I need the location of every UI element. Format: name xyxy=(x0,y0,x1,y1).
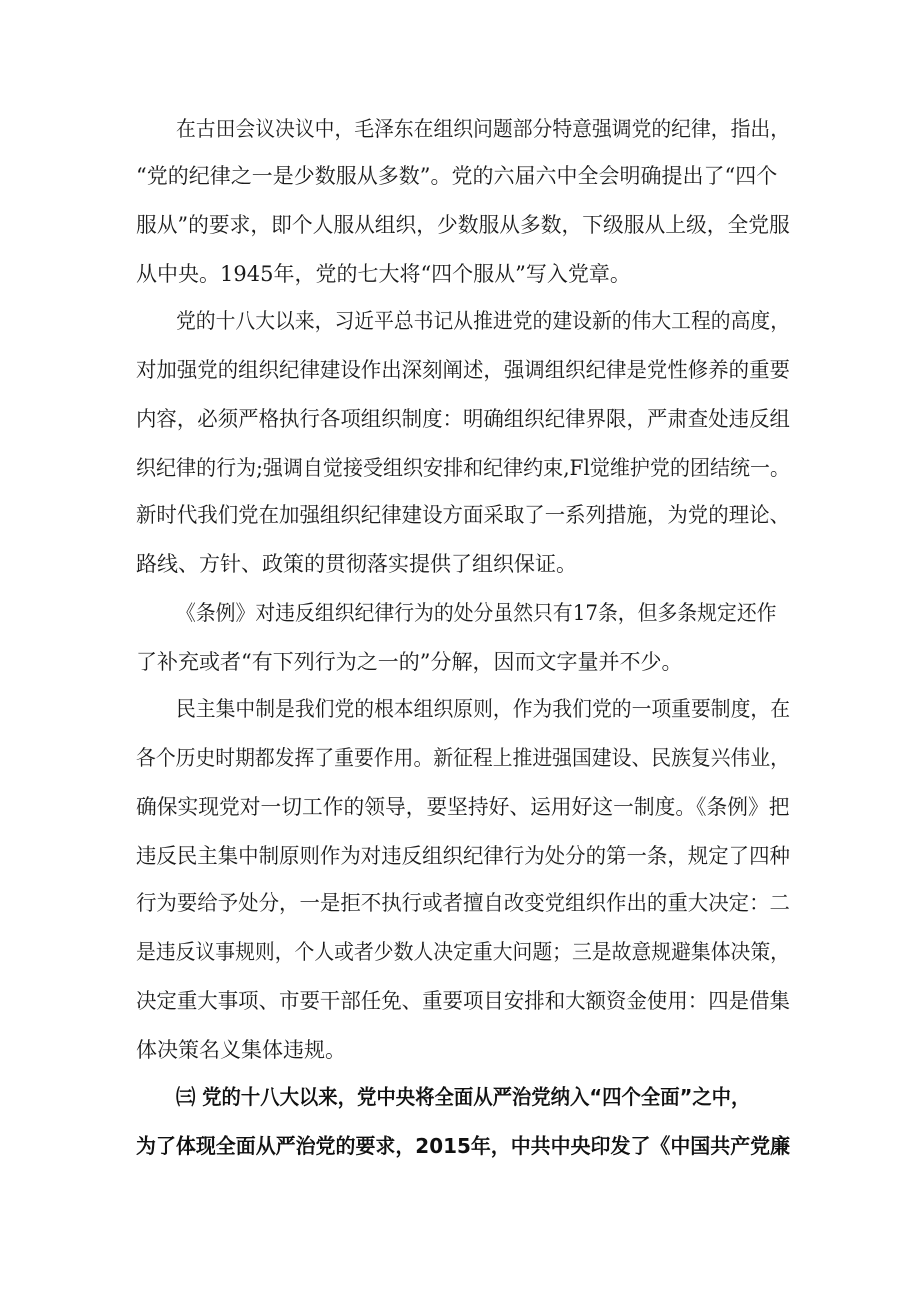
paragraph-4-line-6: 是违反议事规则，个人或者少数人决定重大问题；三是故意规避集体决策， xyxy=(136,940,790,964)
paragraph-2-line-2: 对加强党的组织纪律建设作出深刻阐述，强调组织纪律是党性修养的重要 xyxy=(136,358,790,382)
paragraph-3-line-1: 《条例》对违反组织纪律行为的处分虽然只有17条，但多条规定还作 xyxy=(176,601,777,625)
paragraph-1-line-4: 从中央。1945年，党的七大将“四个服从”写入党章。 xyxy=(136,262,631,286)
paragraph-4-line-3: 确保实现党对一切工作的领导，要坚持好、运用好这一制度。《条例》把 xyxy=(136,795,790,819)
paragraph-4-line-5: 行为要给予处分，一是拒不执行或者擅自改变党组织作出的重大决定：二 xyxy=(136,891,790,915)
paragraph-4-line-1: 民主集中制是我们党的根本组织原则，作为我们党的一项重要制度，在 xyxy=(176,697,791,721)
paragraph-2-line-1: 党的十八大以来，习近平总书记从推进党的建设新的伟大工程的高度， xyxy=(176,309,791,333)
paragraph-4-line-4: 违反民主集中制原则作为对违反组织纪律行为处分的第一条，规定了四种 xyxy=(136,844,790,868)
paragraph-1-line-2: “党的纪律之一是少数服从多数”。党的六届六中全会明确提出了“四个 xyxy=(136,164,778,188)
paragraph-1-line-3: 服从”的要求，即个人服从组织，少数服从多数，下级服从上级，全党服 xyxy=(136,213,790,237)
paragraph-4-line-8: 体决策名义集体违规。 xyxy=(136,1038,346,1062)
paragraph-5-line-1: ㈢ 党的十八大以来，党中央将全面从严治党纳入“四个全面”之中， xyxy=(176,1085,751,1109)
paragraph-2-line-3: 内容，必须严格执行各项组织制度：明确组织纪律界限，严肃查处违反组 xyxy=(136,407,790,431)
paragraph-5-line-2: 为了体现全面从严治党的要求，2015年，中共中央印发了《中国共产党廉 xyxy=(136,1134,791,1158)
paragraph-2-line-5: 新时代我们党在加强组织纪律建设方面采取了一系列措施，为党的理论、 xyxy=(136,503,790,527)
paragraph-2-line-4: 织纪律的行为;强调自觉接受组织安排和纪律约束,Fl觉维护党的团结统一。 xyxy=(136,456,791,480)
paragraph-2-line-6: 路线、方针、政策的贯彻落实提供了组织保证。 xyxy=(136,552,577,576)
paragraph-3-line-2: 了补充或者“有下列行为之一的”分解，因而文字量并不少。 xyxy=(136,650,683,674)
paragraph-1-line-1: 在古田会议决议中，毛泽东在组织问题部分特意强调党的纪律，指出， xyxy=(176,117,791,141)
paragraph-4-line-2: 各个历史时期都发挥了重要作用。新征程上推进强国建设、民族复兴伟业， xyxy=(136,746,790,770)
paragraph-4-line-7: 决定重大事项、市要干部任免、重要项目安排和大额资金使用：四是借集 xyxy=(136,989,790,1013)
